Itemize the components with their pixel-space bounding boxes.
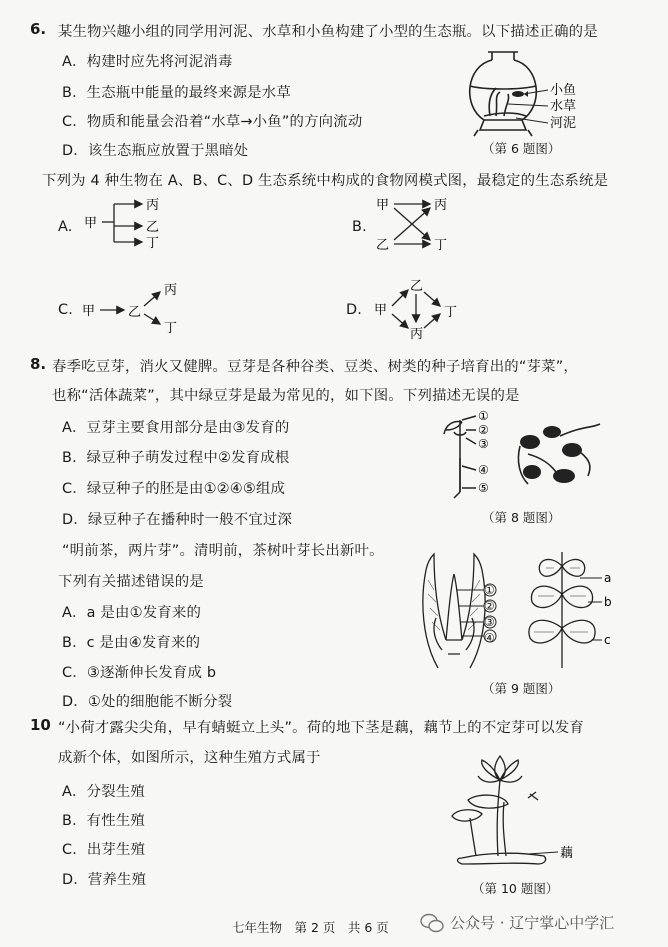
option-b: B．生态瓶中能量的最终来源是水草 [62, 85, 291, 101]
label-mud: 河泥 [550, 116, 577, 131]
node-bing: 丙 [164, 283, 178, 298]
node-jia: 甲 [84, 216, 98, 231]
label-lotus-root: 藕 [560, 846, 574, 861]
node-jia: 甲 [376, 198, 390, 213]
node-jia: 甲 [374, 303, 388, 318]
wechat-icon [420, 913, 444, 933]
option-c: C．物质和能量会沿着“水草→小鱼”的方向流动 [62, 114, 363, 130]
eco-bottle-figure [460, 46, 600, 138]
bud-label-3: ③ [484, 615, 495, 629]
bud-label-4: ④ [484, 631, 495, 645]
label-3: ③ [478, 437, 489, 451]
question-stem-line2: 也称“活体蔬菜”，其中绿豆芽是最为常见的，如下图。下列描述无误的是 [52, 388, 520, 404]
question-stem-line1: 春季吃豆芽，消火又健脾。豆芽是各种谷类、豆类、树类的种子培育出的“芽菜”， [52, 359, 578, 375]
option-d: D．该生态瓶应放置于黑暗处 [62, 143, 249, 159]
bud-label-1: ① [484, 583, 495, 597]
option-a-label: A. [58, 219, 73, 235]
question-stem-line2: 下列有关描述错误的是 [58, 574, 204, 590]
option-d-label: D. [346, 302, 363, 318]
option-c-label: C. [58, 302, 74, 318]
option-a: A．a 是由①发育来的 [62, 605, 202, 621]
figure-caption: （第 6 题图） [482, 141, 561, 156]
node-ding: 丁 [434, 238, 448, 253]
question-number: 8. [30, 355, 47, 373]
label-waterweed: 水草 [550, 99, 577, 114]
bud-label-2: ② [484, 599, 495, 613]
question-stem-line1: “小荷才露尖尖角，早有蜻蜓立上头”。荷的地下茎是藕，藕节上的不定芽可以发育 [58, 720, 584, 736]
node-ding: 丁 [444, 305, 458, 320]
leaf-bud-figure [412, 550, 512, 670]
foodweb-c [80, 280, 200, 340]
figure-caption: （第 8 题图） [482, 510, 561, 525]
figure-caption: （第 9 题图） [482, 681, 561, 696]
bean-sprout-figure [432, 406, 612, 502]
page-footer: 七年生物 第 2 页 共 6 页 [232, 920, 389, 935]
node-yi: 乙 [128, 305, 142, 320]
option-a: A．分裂生殖 [62, 784, 145, 800]
foodweb-b [374, 194, 484, 256]
label-1: ① [478, 409, 489, 423]
node-yi: 乙 [376, 238, 390, 253]
label-fish: 小鱼 [550, 83, 577, 98]
question-stem-line2: 成新个体，如图所示，这种生殖方式属于 [58, 750, 321, 766]
node-ding: 丁 [146, 236, 160, 251]
option-b-label: B. [352, 219, 367, 235]
question-number: 6. [30, 20, 47, 38]
node-bing: 丙 [434, 198, 448, 213]
node-ding: 丁 [164, 321, 178, 336]
node-jia: 甲 [82, 304, 96, 319]
option-d: D．营养生殖 [62, 872, 147, 888]
question-number: 10 [30, 716, 51, 734]
foodweb-a [80, 196, 190, 256]
option-b: B．绿豆种子萌发过程中②发育成根 [62, 450, 290, 466]
option-c: C．③逐渐伸长发育成 b [62, 665, 217, 681]
figure-caption: （第 10 题图） [472, 881, 559, 896]
watermark [420, 912, 614, 933]
question-stem: 某生物兴趣小组的同学用河泥、水草和小鱼构建了小型的生态瓶。以下描述正确的是 [58, 24, 598, 40]
label-2: ② [478, 423, 489, 437]
branch-label-b: b [604, 595, 612, 609]
lotus-figure [448, 752, 588, 870]
branch-label-c: c [604, 633, 611, 647]
option-c: C．出芽生殖 [62, 842, 146, 858]
option-c: C．绿豆种子的胚是由①②④⑤组成 [62, 481, 286, 497]
foodweb-d [372, 276, 482, 342]
option-a: A．豆芽主要食用部分是由③发育的 [62, 420, 290, 436]
option-b: B．c 是由④发育来的 [62, 635, 201, 651]
question-stem-line1: “明前茶，两片芽”。清明前，茶树叶芽长出新叶。 [62, 543, 384, 559]
branch-label-a: a [604, 571, 612, 585]
watermark-text: 公众号 · 辽宁掌心中学汇 [450, 914, 615, 932]
question-stem: 下列为 4 种生物在 A、B、C、D 生态系统中构成的食物网模式图，最稳定的生态系统是 [42, 173, 609, 189]
node-bing: 丙 [146, 198, 160, 213]
node-yi: 乙 [410, 279, 424, 294]
bud-labels [484, 582, 495, 646]
tea-branch-figure [522, 546, 614, 670]
option-d: D．①处的细胞能不断分裂 [62, 694, 233, 710]
option-b: B．有性生殖 [62, 813, 146, 829]
node-bing: 丙 [410, 327, 424, 342]
node-yi: 乙 [146, 220, 160, 235]
label-5: ⑤ [478, 481, 489, 495]
label-4: ④ [478, 463, 489, 477]
option-a: A．构建时应先将河泥消毒 [62, 54, 233, 70]
option-d: D．绿豆种子在播种时一般不宜过深 [62, 512, 293, 528]
